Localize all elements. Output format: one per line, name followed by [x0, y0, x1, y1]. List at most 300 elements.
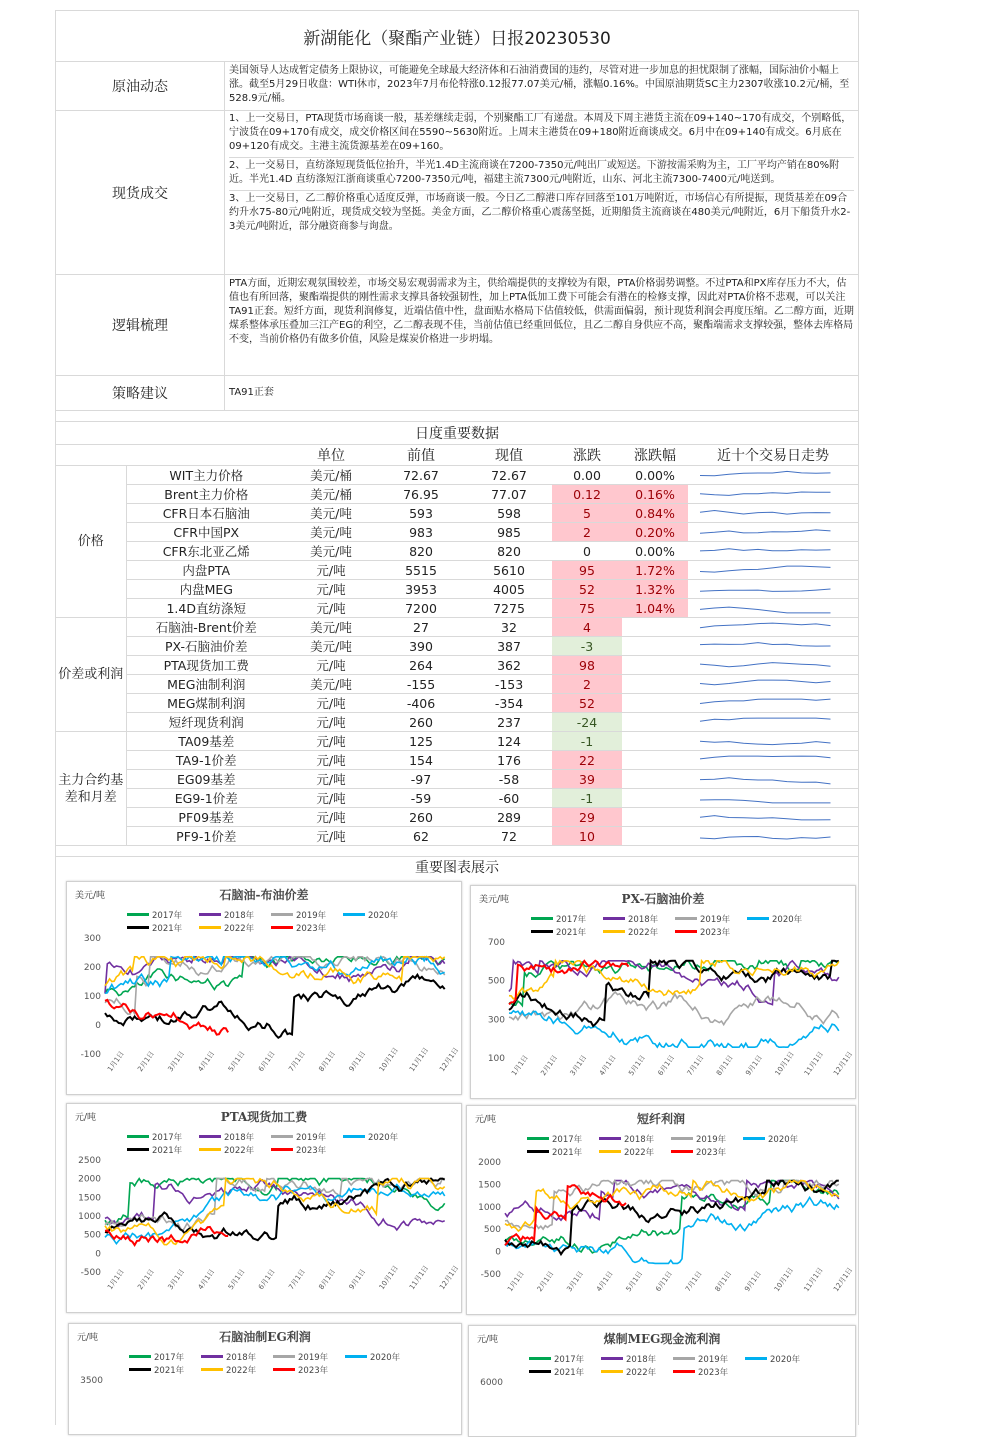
row-cur: 985 — [466, 523, 552, 542]
chart-naphtha-brent — [66, 881, 462, 1095]
col-pct: 涨跌幅 — [622, 445, 688, 466]
x-tick-label: 7月1日 — [287, 1049, 307, 1074]
row-unit: 元/吨 — [286, 827, 376, 846]
x-tick-label: 12月1日 — [438, 1264, 461, 1292]
row-name: Brent主力价格 — [126, 485, 286, 504]
row-group-label: 价差或利润 — [56, 618, 126, 732]
row-name: PX-石脑油价差 — [126, 637, 286, 656]
row-cur: -58 — [466, 770, 552, 789]
legend-label: 2020年 — [770, 1354, 801, 1365]
x-tick-label: 2月1日 — [136, 1267, 156, 1292]
row-cur: 72.67 — [466, 466, 552, 485]
strategy-row — [56, 376, 858, 411]
col-cur: 现值 — [466, 445, 552, 466]
row-pct: 0.00% — [622, 542, 688, 561]
row-chg: -24 — [552, 713, 622, 732]
row-prev: 125 — [376, 732, 466, 751]
x-tick-label: 4月1日 — [196, 1267, 217, 1292]
table-row — [56, 599, 858, 618]
legend-label: 2017年 — [552, 1134, 583, 1145]
x-tick-label: 3月1日 — [568, 1053, 589, 1078]
row-name: MEG煤制利润 — [126, 694, 286, 713]
legend-label: 2023年 — [296, 1145, 327, 1156]
trend-sparkline — [688, 770, 858, 789]
row-chg: -1 — [552, 789, 622, 808]
x-tick-label: 6月1日 — [654, 1269, 674, 1294]
legend-label: 2018年 — [224, 910, 255, 921]
chart-pta-processing — [66, 1103, 462, 1313]
sparkline-path — [700, 777, 831, 783]
y-tick-label: 0 — [95, 1021, 101, 1031]
table-row — [56, 485, 858, 504]
legend-label: 2020年 — [772, 914, 803, 925]
y-tick-label: 500 — [487, 976, 505, 987]
x-tick-label: 7月1日 — [683, 1269, 704, 1294]
x-tick-label: 1月1日 — [106, 1049, 126, 1074]
table-row — [56, 732, 858, 751]
row-prev: 260 — [376, 808, 466, 827]
trend-sparkline — [688, 485, 858, 504]
row-prev: 264 — [376, 656, 466, 675]
row-group-label: 价格 — [56, 466, 126, 618]
table-row — [56, 466, 858, 485]
row-pct — [622, 694, 688, 713]
series-line — [509, 961, 839, 1006]
legend-label: 2021年 — [554, 1367, 585, 1378]
x-tick-label: 8月1日 — [317, 1049, 338, 1074]
y-tick-label: 1000 — [478, 1202, 501, 1213]
row-unit: 元/吨 — [286, 732, 376, 751]
sparkline-path — [700, 623, 831, 628]
chart-unit: 元/吨 — [75, 1113, 97, 1123]
chart-plot — [469, 1326, 855, 1436]
table-row — [56, 675, 858, 694]
sparkline-path — [700, 566, 831, 572]
row-cur: 4005 — [466, 580, 552, 599]
spot-para-1: 1、上一交易日，PTA现货市场商谈一般，基差继续走弱，个别聚酯工厂有递盘。本周及下周主港货主流在09+140~170有成交，个别略低，宁波货在09+170有成交，成交价格区间在5590~5630附近。上周末主港货在09+180附近商谈成交。6月中在09+140有成交。6月底在09+120有成交。主港主流货源基差在09+160。 — [229, 111, 854, 158]
col-prev: 前值 — [376, 445, 466, 466]
row-prev: 983 — [376, 523, 466, 542]
trend-sparkline — [688, 656, 858, 675]
row-cur: 362 — [466, 656, 552, 675]
row-chg: 2 — [552, 675, 622, 694]
sparkline-path — [700, 510, 831, 514]
row-cur: 237 — [466, 713, 552, 732]
trend-sparkline — [688, 523, 858, 542]
legend-label: 2020年 — [368, 1132, 399, 1143]
y-tick-label: 700 — [487, 938, 505, 948]
chart-plot — [67, 1104, 461, 1312]
crude-text: 美国领导人达成暂定债务上限协议，可能避免全球最大经济体和石油消费国的违约，尽管对进一步加息的担忧限制了涨幅，国际油价小幅上涨。截至5月29日收盘：WTI休市，2023年7月布伦特涨0.12报77.07美元/桶，涨幅0.16%。中国原油期货SC主力2307收涨10.2元/桶，至528.9元/桶。 — [229, 65, 850, 104]
y-tick-label: -500 — [80, 1268, 101, 1278]
legend-label: 2019年 — [296, 910, 327, 921]
table-row — [56, 713, 858, 732]
chart-title: 石脑油制EG利润 — [219, 1330, 311, 1344]
x-tick-label: 5月1日 — [226, 1049, 247, 1074]
legend-label: 2022年 — [224, 923, 255, 934]
row-chg: 0.00 — [552, 466, 622, 485]
row-pct: 0.16% — [622, 485, 688, 504]
legend-label: 2017年 — [154, 1352, 185, 1363]
chart-unit: 元/吨 — [477, 1335, 499, 1345]
trend-sparkline — [688, 808, 858, 827]
sparkline-path — [700, 836, 831, 839]
chart-plot — [471, 886, 855, 1098]
chart-plot — [69, 1324, 461, 1434]
row-name: 石脑油-Brent价差 — [126, 618, 286, 637]
row-cur: -60 — [466, 789, 552, 808]
row-prev: 260 — [376, 713, 466, 732]
chart-title: 煤制MEG现金流利润 — [603, 1332, 721, 1346]
row-name: TA09基差 — [126, 732, 286, 751]
trend-sparkline — [688, 789, 858, 808]
row-prev: -155 — [376, 675, 466, 694]
trend-sparkline — [688, 504, 858, 523]
row-cur: 289 — [466, 808, 552, 827]
row-unit: 元/吨 — [286, 561, 376, 580]
row-unit: 元/吨 — [286, 580, 376, 599]
series-line — [105, 1000, 228, 1035]
legend-label: 2021年 — [556, 927, 587, 938]
chart-title: PTA现货加工费 — [220, 1110, 308, 1124]
legend-label: 2019年 — [698, 1354, 729, 1365]
row-prev: 593 — [376, 504, 466, 523]
legend-label: 2021年 — [552, 1147, 583, 1158]
table-row — [56, 827, 858, 846]
chart-title: 石脑油-布油价差 — [219, 888, 309, 902]
row-chg: 5 — [552, 504, 622, 523]
x-tick-label: 12月1日 — [832, 1050, 855, 1078]
legend-label: 2019年 — [696, 1134, 727, 1145]
row-unit: 美元/吨 — [286, 542, 376, 561]
col-trend: 近十个交易日走势 — [688, 445, 858, 466]
x-tick-label: 3月1日 — [166, 1267, 187, 1292]
legend-label: 2018年 — [628, 914, 659, 925]
chart-unit: 美元/吨 — [479, 895, 510, 905]
row-name: 1.4D直纺涤短 — [126, 599, 286, 618]
col-chg: 涨跌 — [552, 445, 622, 466]
table-row — [56, 561, 858, 580]
trend-sparkline — [688, 580, 858, 599]
legend-label: 2018年 — [626, 1354, 657, 1365]
row-chg: 75 — [552, 599, 622, 618]
row-cur: 387 — [466, 637, 552, 656]
row-name: CFR中国PX — [126, 523, 286, 542]
row-prev: 154 — [376, 751, 466, 770]
x-tick-label: 12月1日 — [438, 1046, 461, 1074]
legend-label: 2022年 — [628, 927, 659, 938]
row-pct — [622, 656, 688, 675]
row-unit: 美元/吨 — [286, 618, 376, 637]
row-prev: 72.67 — [376, 466, 466, 485]
charts-header: 重要图表展示 — [415, 860, 499, 876]
x-tick-label: 1月1日 — [510, 1053, 530, 1078]
x-tick-label: 10月1日 — [772, 1266, 796, 1294]
row-pct — [622, 675, 688, 694]
row-cur: 124 — [466, 732, 552, 751]
row-chg: 4 — [552, 618, 622, 637]
sparkline-path — [700, 529, 831, 532]
row-unit: 元/吨 — [286, 770, 376, 789]
sparkline-path — [700, 699, 831, 703]
y-tick-label: 2000 — [78, 1174, 101, 1185]
legend-label: 2020年 — [370, 1352, 401, 1363]
sparkline-path — [700, 662, 831, 666]
row-name: CFR东北亚乙烯 — [126, 542, 286, 561]
chart-staple-profit — [466, 1105, 856, 1315]
series-line — [505, 1197, 839, 1263]
legend-label: 2018年 — [226, 1352, 257, 1363]
row-cur: 7275 — [466, 599, 552, 618]
legend-label: 2017年 — [152, 910, 183, 921]
trend-sparkline — [688, 732, 858, 751]
row-chg: 0 — [552, 542, 622, 561]
x-tick-label: 10月1日 — [377, 1046, 400, 1074]
table-row — [56, 656, 858, 675]
row-name: EG9-1价差 — [126, 789, 286, 808]
row-prev: -59 — [376, 789, 466, 808]
row-name: EG09基差 — [126, 770, 286, 789]
legend-label: 2023年 — [696, 1147, 727, 1158]
x-tick-label: 9月1日 — [744, 1053, 764, 1078]
y-tick-label: 1000 — [78, 1212, 101, 1222]
row-chg: 52 — [552, 694, 622, 713]
sparkline-path — [700, 799, 831, 802]
y-tick-label: 6000 — [480, 1378, 503, 1388]
sparkline-path — [700, 471, 831, 475]
row-chg: 98 — [552, 656, 622, 675]
legend-label: 2023年 — [296, 923, 327, 934]
row-prev: 76.95 — [376, 485, 466, 504]
logic-label: 逻辑梳理 — [56, 275, 225, 375]
row-pct — [622, 751, 688, 770]
y-tick-label: 3500 — [80, 1376, 103, 1386]
row-cur: 5610 — [466, 561, 552, 580]
row-chg: 0.12 — [552, 485, 622, 504]
chart-unit: 元/吨 — [475, 1115, 497, 1125]
row-cur: 176 — [466, 751, 552, 770]
y-tick-label: 500 — [83, 1230, 101, 1241]
x-tick-label: 2月1日 — [535, 1269, 556, 1294]
trend-sparkline — [688, 694, 858, 713]
x-tick-label: 9月1日 — [743, 1269, 763, 1294]
row-cur: -354 — [466, 694, 552, 713]
x-tick-label: 10月1日 — [377, 1264, 400, 1292]
x-tick-label: 11月1日 — [802, 1266, 825, 1294]
series-line — [105, 975, 445, 1038]
y-tick-label: 1500 — [78, 1193, 101, 1204]
row-name: PF9-1价差 — [126, 827, 286, 846]
row-name: WIT主力价格 — [126, 466, 286, 485]
series-line — [505, 1181, 839, 1221]
trend-sparkline — [688, 713, 858, 732]
trend-sparkline — [688, 637, 858, 656]
legend-label: 2019年 — [298, 1352, 329, 1363]
row-unit: 美元/桶 — [286, 485, 376, 504]
table-header-row — [56, 445, 858, 466]
y-tick-label: 0 — [495, 1247, 501, 1258]
legend-label: 2020年 — [368, 910, 399, 921]
row-name: TA9-1价差 — [126, 751, 286, 770]
row-prev: 3953 — [376, 580, 466, 599]
row-prev: 390 — [376, 637, 466, 656]
sparkline-path — [700, 741, 831, 744]
x-tick-label: 12月1日 — [832, 1266, 855, 1294]
x-tick-label: 11月1日 — [802, 1050, 826, 1078]
x-tick-label: 5月1日 — [624, 1269, 645, 1294]
row-pct — [622, 789, 688, 808]
row-pct — [622, 732, 688, 751]
row-pct: 0.00% — [622, 466, 688, 485]
legend-label: 2017年 — [554, 1354, 585, 1365]
legend-label: 2018年 — [224, 1132, 255, 1143]
x-tick-label: 2月1日 — [136, 1049, 156, 1074]
row-name: 内盘MEG — [126, 580, 286, 599]
trend-sparkline — [688, 618, 858, 637]
x-tick-label: 8月1日 — [714, 1053, 735, 1078]
row-cur: 32 — [466, 618, 552, 637]
row-unit: 元/吨 — [286, 694, 376, 713]
legend-label: 2021年 — [152, 923, 183, 934]
strategy-label: 策略建议 — [56, 376, 225, 410]
row-pct: 0.84% — [622, 504, 688, 523]
legend-label: 2017年 — [152, 1132, 183, 1143]
row-prev: 7200 — [376, 599, 466, 618]
legend-label: 2018年 — [624, 1134, 655, 1145]
row-chg: -3 — [552, 637, 622, 656]
table-row — [56, 751, 858, 770]
y-tick-label: 200 — [83, 963, 101, 973]
y-tick-label: 2500 — [78, 1156, 101, 1166]
legend-label: 2023年 — [700, 927, 731, 938]
row-name: PTA现货加工费 — [126, 656, 286, 675]
row-pct: 1.72% — [622, 561, 688, 580]
row-unit: 美元/吨 — [286, 637, 376, 656]
row-cur: 77.07 — [466, 485, 552, 504]
row-chg: 22 — [552, 751, 622, 770]
chart-title: 短纤利润 — [636, 1112, 685, 1126]
legend-label: 2023年 — [298, 1365, 329, 1376]
row-prev: 62 — [376, 827, 466, 846]
row-chg: 29 — [552, 808, 622, 827]
crude-label: 原油动态 — [56, 62, 225, 110]
row-pct: 0.20% — [622, 523, 688, 542]
table-row — [56, 542, 858, 561]
sparkline-path — [700, 548, 831, 550]
y-tick-label: 500 — [483, 1225, 501, 1236]
strategy-text: TA91正套 — [229, 387, 274, 398]
legend-label: 2022年 — [226, 1365, 257, 1376]
trend-sparkline — [688, 466, 858, 485]
row-unit: 美元/吨 — [286, 504, 376, 523]
x-tick-label: 4月1日 — [196, 1049, 217, 1074]
sparkline-path — [700, 642, 831, 646]
x-tick-label: 1月1日 — [506, 1269, 526, 1294]
row-unit: 元/吨 — [286, 808, 376, 827]
legend-label: 2017年 — [556, 914, 587, 925]
legend-label: 2022年 — [624, 1147, 655, 1158]
legend-label: 2019年 — [296, 1132, 327, 1143]
row-chg: 10 — [552, 827, 622, 846]
row-chg: 39 — [552, 770, 622, 789]
sparkline-path — [700, 718, 831, 721]
row-prev: 820 — [376, 542, 466, 561]
row-chg: 2 — [552, 523, 622, 542]
sparkline-path — [700, 815, 831, 819]
daily-data-header: 日度重要数据 — [56, 422, 858, 445]
row-name: PF09基差 — [126, 808, 286, 827]
x-tick-label: 6月1日 — [256, 1049, 277, 1074]
daily-data-table — [56, 445, 858, 846]
y-tick-label: 100 — [83, 992, 101, 1002]
col-unit: 单位 — [286, 445, 376, 466]
x-tick-label: 3月1日 — [166, 1049, 187, 1074]
legend-label: 2021年 — [152, 1145, 183, 1156]
trend-sparkline — [688, 675, 858, 694]
table-row — [56, 618, 858, 637]
row-name: 内盘PTA — [126, 561, 286, 580]
legend-label: 2020年 — [768, 1134, 799, 1145]
chart-plot — [467, 1106, 855, 1314]
x-tick-label: 4月1日 — [597, 1053, 618, 1078]
y-tick-label: 0 — [95, 1249, 101, 1260]
logic-text: PTA方面，近期宏观氛围较差，市场交易宏观弱需求为主，供给端提供的支撑较为有限，PTA价格弱势调整。不过PTA和PX库存压力不大，估值也有所回落，聚酯端提供的刚性需求支撑具备较强韧性，加上PTA低加工费下可能会有潜在的检修支撑，因此对PTA价格不悲观，可以关注TA91正套。短纤方面，现货利润修复，近端估值中性，盘面贴水格局下估值较低，供需面偏弱，预计现货利润会再度压缩。乙二醇方面，近期煤系整体承压叠加三江产EG的利空，乙二醇表现不佳，当前估值已经重回低位，且乙二醇自身供应不高，聚酯端需求支撑较强，整体去库格局不变，当前价格仍有做多价值，风险是煤炭价格进一步坍塌。 — [229, 278, 854, 345]
spot-para-3: 3、上一交易日，乙二醇价格重心适度反弹，市场商谈一般。今日乙二醇港口库存回落至101万吨附近，市场信心有所提振，现货基差在09合约升水75-80元/吨附近，现货成交较为坚挺。美金方面，乙二醇价格重心震荡坚挺，近期船货主流商谈在480美元/吨附近，6月下船货升水2-3美元/吨附近，部分融资商参与询盘。 — [229, 193, 851, 232]
chart-naphtha-eg-profit — [68, 1323, 462, 1435]
crude-row — [56, 62, 858, 111]
chart-plot — [67, 882, 461, 1094]
y-tick-label: 100 — [487, 1054, 505, 1064]
table-row — [56, 580, 858, 599]
row-cur: 598 — [466, 504, 552, 523]
y-tick-label: -500 — [480, 1270, 501, 1280]
row-prev: 27 — [376, 618, 466, 637]
table-row — [56, 789, 858, 808]
x-tick-label: 6月1日 — [656, 1053, 677, 1078]
row-pct: 1.32% — [622, 580, 688, 599]
y-tick-label: 300 — [487, 1015, 505, 1026]
chart-title: PX-石脑油价差 — [621, 892, 705, 906]
x-tick-label: 3月1日 — [565, 1269, 586, 1294]
chart-px-naphtha — [470, 885, 856, 1099]
row-prev: -97 — [376, 770, 466, 789]
x-tick-label: 11月1日 — [407, 1046, 431, 1074]
chart-unit: 美元/吨 — [75, 891, 106, 901]
x-tick-label: 9月1日 — [347, 1267, 368, 1292]
trend-sparkline — [688, 561, 858, 580]
row-cur: 72 — [466, 827, 552, 846]
row-chg: 52 — [552, 580, 622, 599]
x-tick-label: 9月1日 — [347, 1049, 368, 1074]
row-pct — [622, 770, 688, 789]
trend-sparkline — [688, 751, 858, 770]
x-tick-label: 7月1日 — [685, 1053, 706, 1078]
y-tick-label: 300 — [83, 934, 101, 944]
table-row — [56, 694, 858, 713]
y-tick-label: 1500 — [478, 1180, 501, 1191]
x-tick-label: 5月1日 — [627, 1053, 647, 1078]
row-pct — [622, 808, 688, 827]
sparkline-path — [700, 680, 831, 685]
table-row — [56, 637, 858, 656]
row-unit: 元/吨 — [286, 713, 376, 732]
row-cur: 820 — [466, 542, 552, 561]
row-group-label: 主力合约基差和月差 — [56, 732, 126, 846]
spot-para-2: 2、上一交易日，直纺涤短现货低位抬升，半光1.4D主流商谈在7200-7350元/吨出厂或短送。下游按需采购为主，工厂平均产销在80%附近。半光1.4D 直纺涤短江浙商谈重心7200-7350元/吨，福建主流7300元/吨附近，山东、河北主流7300-7400元/吨送到。 — [229, 158, 854, 191]
row-prev: -406 — [376, 694, 466, 713]
x-tick-label: 5月1日 — [226, 1267, 247, 1292]
sparkline-path — [700, 607, 831, 613]
